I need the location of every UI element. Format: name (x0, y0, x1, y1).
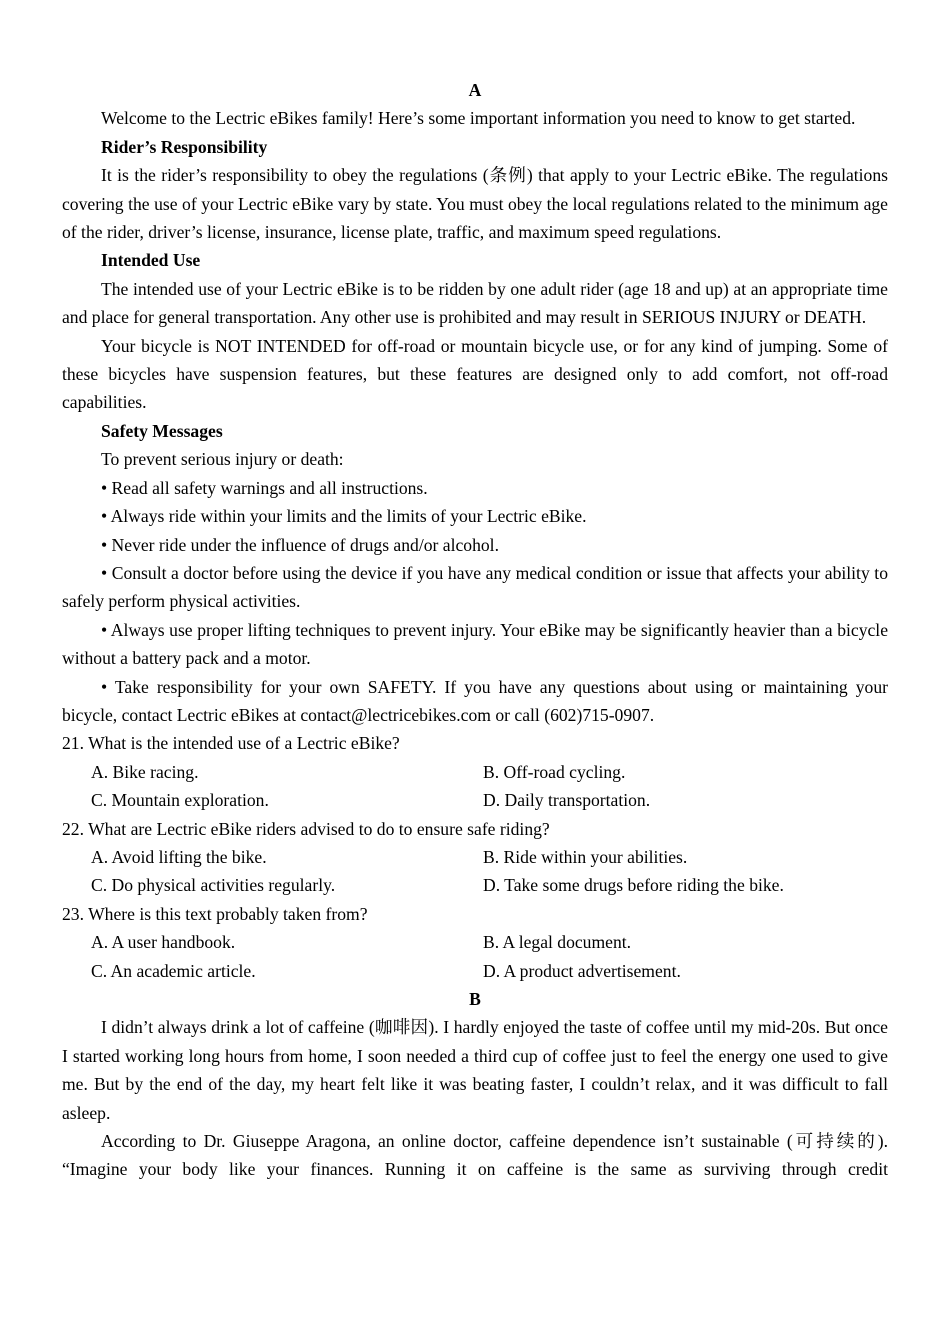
question-22-options (62, 843, 888, 900)
passage-b-label: B (469, 989, 481, 1009)
passage-a-intro: Welcome to the Lectric eBikes family! Here’s some important information you need to know to get started. (101, 108, 856, 129)
section-text-riders-responsibility: It is the rider’s responsibility to obey the regulations (条例) that apply to your Lectric eBike. The regulations covering the use of your Lectric eBike vary by state. You must obey the local regulations related to the minimum age of the rider, driver’s license, insurance, license plate, traffic, and maximum speed regulations. (62, 165, 888, 243)
safety-bullet: • Always ride within your limits and the limits of your Lectric eBike. (101, 506, 587, 527)
option-b: B. Off-road cycling. (483, 761, 626, 782)
safety-bullet: • Never ride under the influence of drugs and/or alcohol. (101, 534, 499, 555)
passage-b-paragraph-2: According to Dr. Giuseppe Aragona, an online doctor, caffeine dependence isn’t sustainable (可持续的). “Imagine your body like your finances. Running it on caffeine is the same as surviving through credit (62, 1131, 888, 1180)
safety-bullet: • Consult a doctor before using the device if you have any medical condition or issue that affects your ability to safely perform physical activities. (62, 562, 888, 612)
option-a: A. Bike racing. (91, 761, 199, 782)
option-c: C. Do physical activities regularly. (91, 875, 336, 896)
option-a: A. Avoid lifting the bike. (91, 846, 267, 867)
option-b: B. A legal document. (483, 932, 632, 953)
safety-bullet: • Read all safety warnings and all instructions. (101, 477, 428, 498)
option-d: D. Daily transportation. (483, 790, 651, 811)
question-23: 23. Where is this text probably taken from? (62, 903, 368, 924)
question-21-options (62, 758, 888, 815)
section-heading-intended-use: Intended Use (101, 250, 201, 271)
section-heading-riders-responsibility: Rider’s Responsibility (101, 136, 268, 157)
option-d: D. A product advertisement. (483, 960, 681, 981)
section-text-intended-use-2: Your bicycle is NOT INTENDED for off-road or mountain bicycle use, or for any kind of jumping. Some of these bicycles have suspension features, but these features are designed only to add comfort, not off-road capabilities. (62, 335, 888, 413)
question-23-options (62, 928, 888, 985)
question-21: 21. What is the intended use of a Lectric eBike? (62, 733, 400, 754)
option-d: D. Take some drugs before riding the bike. (483, 875, 784, 896)
safety-bullet: • Always use proper lifting techniques to prevent injury. Your eBike may be significantly heavier than a bicycle without a battery pack and a motor. (62, 619, 888, 669)
option-c: C. An academic article. (91, 960, 256, 981)
safety-intro: To prevent serious injury or death: (101, 449, 344, 470)
option-c: C. Mountain exploration. (91, 790, 269, 811)
document-page (62, 76, 888, 1184)
option-b: B. Ride within your abilities. (483, 846, 688, 867)
safety-bullet: • Take responsibility for your own SAFETY. If you have any questions about using or maintaining your bicycle, contact Lectric eBikes at contact@lectricebikes.com or call (602)715-0907. (62, 676, 888, 725)
section-text-intended-use-1: The intended use of your Lectric eBike is to be ridden by one adult rider (age 18 and up) at an appropriate time and place for general transportation. Any other use is prohibited and may result in SERIOUS INJURY or DEATH. (62, 278, 888, 328)
section-heading-safety-messages: Safety Messages (101, 420, 223, 441)
question-22: 22. What are Lectric eBike riders advised to do to ensure safe riding? (62, 818, 550, 839)
passage-b-paragraph-1: I didn’t always drink a lot of caffeine (咖啡因). I hardly enjoyed the taste of coffee until my mid-20s. But once I started working long hours from home, I soon needed a third cup of coffee just to feel the energy one used to give me. But by the end of the day, my heart felt like it was beating faster, I couldn’t relax, and it was difficult to fall asleep. (62, 1017, 888, 1123)
option-a: A. A user handbook. (91, 932, 236, 953)
passage-a-label: A (468, 80, 482, 100)
